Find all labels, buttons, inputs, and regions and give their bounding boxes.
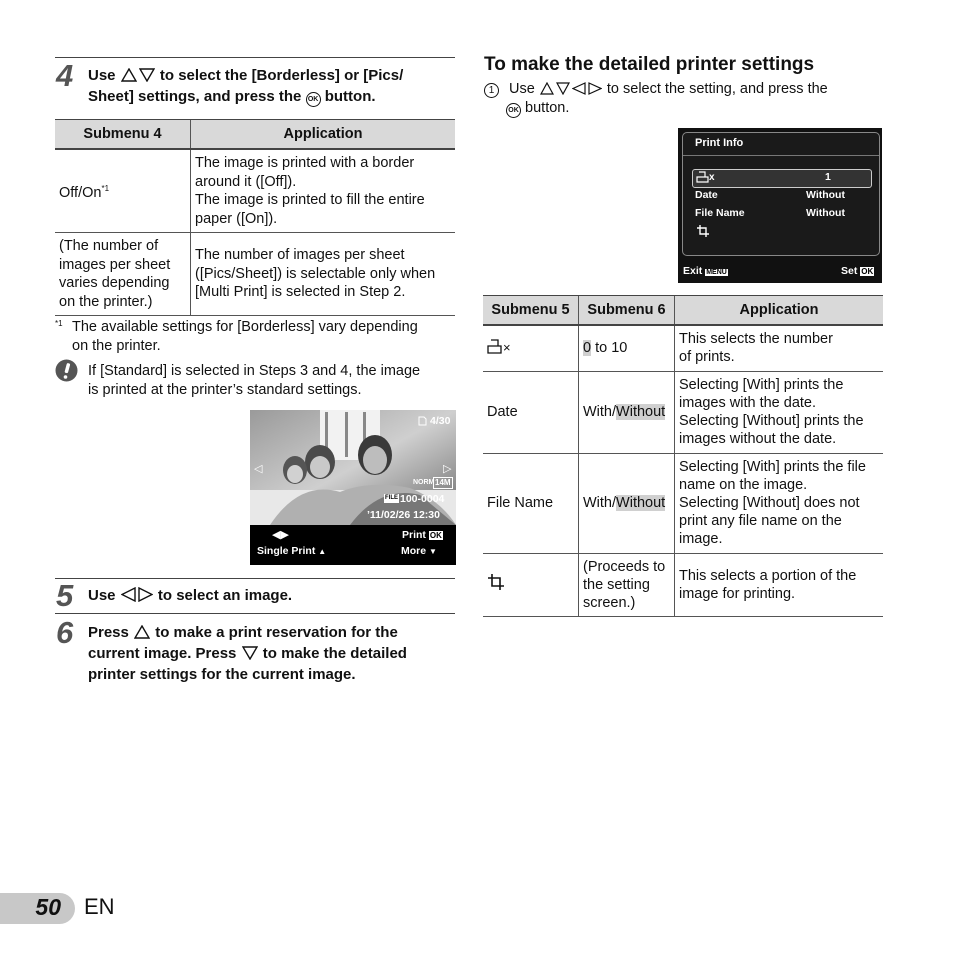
- triangle-left-icon: [572, 82, 586, 95]
- table5-cell: With/Without: [579, 371, 675, 453]
- table-row: [55, 233, 455, 316]
- print-info-row-value: 1: [825, 171, 831, 183]
- print-count-icon: [487, 339, 503, 354]
- set-label: Set OK: [841, 265, 874, 277]
- table4-header-application: Application: [191, 120, 456, 150]
- table4-cell: (The number of images per sheet varies depending on the printer.): [55, 233, 191, 316]
- table5-cell: [483, 553, 579, 616]
- table5-cell: Selecting [With] prints the images with the date. Selecting [Without] prints the images without the date.: [675, 371, 884, 453]
- triangle-up-icon: [121, 68, 137, 82]
- triangle-down-icon: [139, 68, 155, 82]
- single-print-label: Single Print ▲: [257, 545, 327, 557]
- more-label: More ▼: [401, 545, 437, 557]
- step-5-number: 5: [56, 578, 74, 613]
- print-info-row-label: x: [709, 172, 715, 183]
- camera-playback-screen: [250, 410, 456, 565]
- print-info-row-value: Without: [806, 189, 845, 201]
- table-row: [55, 149, 455, 233]
- substep-1: 1 Use to select the setting, and press the OK button.: [484, 80, 884, 118]
- step5-top-rule: [55, 578, 455, 579]
- ok-button-icon: OK: [306, 92, 321, 107]
- shooting-date: ’11/02/26 12:30: [367, 509, 440, 521]
- step-5-text: Use to select an image.: [88, 587, 293, 604]
- triangle-right-icon: [138, 587, 153, 602]
- table5-cell: ×: [483, 325, 579, 371]
- triangle-left-icon: [121, 587, 136, 602]
- card-icon: [418, 416, 427, 426]
- caution-text: If [Standard] is selected in Steps 3 and 4, the image is printed at the printer’s standard settings.: [88, 363, 421, 398]
- trim-icon: [696, 224, 710, 238]
- print-info-screen: [678, 128, 882, 283]
- step-4-text: [88, 65, 458, 107]
- step-4-text-2: Sheet] settings, and press the: [88, 88, 302, 105]
- step-6-number: 6: [56, 615, 74, 650]
- arrow-right-icon: ▷: [443, 463, 452, 475]
- file-tag: FILE: [385, 495, 398, 501]
- file-number: 100-0004: [400, 493, 445, 505]
- table4-cell: Off/On$^{*1}$: [55, 149, 191, 233]
- print-count-icon: [696, 171, 710, 183]
- table4-cell: The number of images per sheet ([Pics/Sheet]) is selectable only when [Multi Print] is selected in Step 2.: [191, 233, 456, 316]
- table4-cell: The image is printed with a border around it ([Off]). The image is printed to fill the entire paper ([On]).: [191, 149, 456, 233]
- page-number-tab: [0, 893, 75, 924]
- family-photo: [250, 410, 456, 525]
- triangle-right-icon: [588, 82, 602, 95]
- section-heading: To make the detailed printer settings: [484, 54, 815, 75]
- print-label: Print OK: [402, 529, 442, 541]
- triangle-up-icon: [540, 82, 554, 95]
- print-info-title-rule: [683, 155, 879, 156]
- exit-label: Exit MENU: [683, 265, 727, 277]
- step-4-text-3: button.: [324, 88, 376, 105]
- table5-cell: (Proceeds to the setting screen.): [579, 553, 675, 616]
- table5-header-submenu6: Submenu 6: [579, 296, 675, 326]
- table5-cell: With/Without: [579, 453, 675, 553]
- image-size-indicator: 14M: [435, 478, 451, 487]
- caution-icon: [55, 359, 78, 382]
- step-4-number: 4: [56, 58, 74, 93]
- table-row: [483, 453, 883, 553]
- table-row: [483, 325, 883, 371]
- step-4-text-1: to select the [Borderless] or [Pics/: [159, 67, 404, 84]
- table-row: [483, 371, 883, 453]
- step-4-use: Use: [88, 67, 116, 84]
- footnote: *1 The available settings for [Borderless] vary depending on the printer.: [55, 319, 418, 354]
- triangle-down-icon: [242, 646, 258, 660]
- table5-cell: Selecting [With] prints the file name on the image. Selecting [Without] does not print any file name on the image.: [675, 453, 884, 553]
- language-label: EN: [84, 894, 115, 919]
- page-number: 50: [35, 894, 61, 920]
- table-row: [483, 553, 883, 616]
- submenu-5-table: [483, 295, 883, 617]
- arrow-left-icon: ◁: [254, 463, 263, 475]
- print-info-row-label: Date: [695, 189, 718, 201]
- trim-icon: [487, 573, 505, 591]
- step6-top-rule: [55, 613, 455, 614]
- table5-header-submenu5: Submenu 5: [483, 296, 579, 326]
- circled-1-icon: 1: [484, 83, 499, 98]
- left-right-arrows-icon: ◀▶: [272, 529, 289, 541]
- triangle-up-icon: [134, 625, 150, 639]
- table5-cell: 0 to 10: [579, 325, 675, 371]
- image-counter: 4/30: [430, 415, 451, 427]
- print-info-row-value: Without: [806, 207, 845, 219]
- table5-cell: Date: [483, 371, 579, 453]
- print-info-title: Print Info: [695, 137, 744, 149]
- table5-cell: File Name: [483, 453, 579, 553]
- selected-row-highlight: [692, 169, 872, 188]
- ok-button-icon: OK: [506, 103, 521, 118]
- table5-cell: This selects a portion of the image for printing.: [675, 553, 884, 616]
- print-info-row-label: File Name: [695, 207, 745, 219]
- table5-cell: This selects the number of prints.: [675, 325, 884, 371]
- submenu-4-table: [55, 119, 455, 316]
- table4-header-submenu: Submenu 4: [55, 120, 191, 150]
- quality-indicator: NORM: [413, 479, 435, 486]
- step4-top-rule: [55, 57, 455, 58]
- triangle-down-icon: [556, 82, 570, 95]
- step-6-text: Press to make a print reservation for the current image. Press to make the detailed printer settings for the current image.: [88, 624, 407, 683]
- table5-header-application: Application: [675, 296, 884, 326]
